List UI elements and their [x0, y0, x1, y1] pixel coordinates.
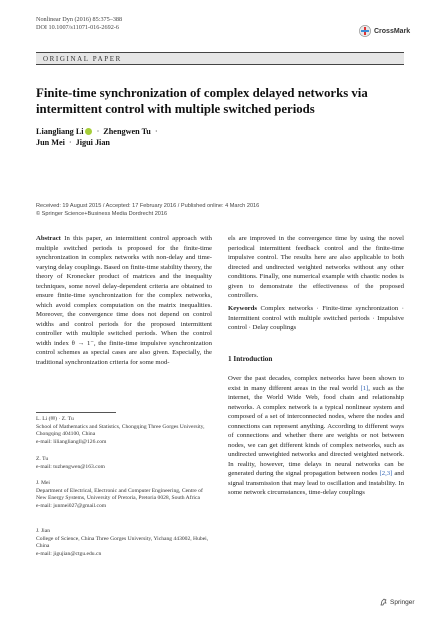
affiliation-names: J. Mei: [36, 480, 50, 486]
affiliation-address: College of Science, China Three Gorges University, Yichang 443002, Hubei, China: [36, 535, 209, 550]
affiliation-3: [36, 480, 212, 510]
abstract-text-left: In this paper, an intermittent control approach with multiple switched periods is proposed for the finite-time synchronization in complex networks with non-delay and time-varying delay couplings. Based on finite-time stability theory, the theory of Kronecker product of matrices and the inequality techniques, some novel delay-dependent criteria are obtained to ensure finite-time synchronization for the complex networks, which avoid complex computation on the matrix inequalities. Moreover, the convergence time does not depend on control widths and control periods for the proposed intermittent controller with multiple switched periods. When the control width index θ → 1⁻, the finite-time impulsive synchronization control schemes as special cases are also given. Especially, the traditional synchronization criteria for some mod-: [36, 235, 213, 366]
affiliation-email[interactable]: e-mail: jigujian@ctgu.edu.cn: [36, 550, 102, 557]
article-type-label: ORIGINAL PAPER: [43, 55, 122, 63]
springer-horse-icon: [380, 598, 388, 606]
affiliation-divider: [36, 412, 116, 413]
affiliation-address: School of Mathematics and Statistics, Chongqing Three Gorges University, Chongqing 404100, China: [36, 423, 205, 438]
keywords: [228, 304, 404, 333]
journal-header: [36, 16, 122, 32]
author-name[interactable]: Liangliang Li: [36, 127, 84, 136]
affiliation-names: J. Jian: [36, 528, 50, 534]
abstract-left-column: [36, 234, 212, 492]
affiliation-email[interactable]: e-mail: liliangliangll@126.com: [36, 438, 107, 445]
author-name[interactable]: Jun Mei: [36, 138, 65, 147]
intro-text-part: , such as the internet, the World Wide Web, food chain and relationship networks. A complex network is a typical nonlinear system and composed of a set of interconnected nodes, where the nodes and connections can represent anything. According to different ways of connections and whether there are weights or not between nodes, we can get different kinds of complex networks, such as undirected unweighted networks and directed weighted network. In reality, however, time delays in neural networks can be generated during the signal propagation between nodes: [228, 384, 404, 477]
keywords-label: Keywords: [228, 305, 257, 312]
affiliation-2: [36, 456, 212, 471]
affiliation-address: Department of Electrical, Electronic and Computer Engineering, Centre of New Energy Systems, University of Pretoria, Pretoria 0028, South Africa: [36, 487, 203, 502]
article-type-ribbon: [36, 52, 404, 65]
journal-citation: Nonlinear Dyn (2016) 85:375–388: [36, 16, 123, 23]
publication-history: [36, 203, 259, 218]
abstract-label: Abstract: [36, 235, 61, 242]
publisher-logo: [380, 598, 415, 606]
intro-text-part: and signal transmission that may lead to oscillation and instability. In some network circumstances, time-delay couplings: [228, 470, 404, 496]
author-name[interactable]: Jigui Jian: [75, 138, 110, 147]
abstract-right-column: els are improved in the convergence time by using the novel periodical intermittent feedback control and the finite-time impulsive control. The results here are also applicable to both directed and undirected weighted networks without any other conditions. Finally, one numerical example with chaotic nodes is given to demonstrate the effectiveness of the proposed controllers.: [228, 235, 404, 299]
citation-link[interactable]: [1]: [360, 384, 369, 392]
received-dates: Received: 19 August 2015 / Accepted: 17 February 2016 / Published online: 4 March 2016: [36, 203, 260, 209]
crossmark-icon: [359, 25, 371, 37]
orcid-icon[interactable]: [85, 128, 92, 135]
author-name[interactable]: Zhengwen Tu: [103, 127, 151, 136]
crossmark-badge[interactable]: [359, 25, 410, 37]
crossmark-label: CrossMark: [374, 27, 411, 35]
affiliation-names: Z. Tu: [36, 456, 49, 462]
keywords-text: Complex networks · Finite-time synchronization · Intermittent control with multiple switched periods · Impulsive control · Delay couplings: [228, 305, 404, 331]
copyright: © Springer Science+Business Media Dordrecht 2016: [36, 210, 168, 217]
affiliation-email[interactable]: e-mail: tuzhengwen@163.com: [36, 463, 105, 470]
section-heading-introduction: 1 Introduction: [228, 355, 273, 363]
publisher-name: Springer: [390, 598, 415, 606]
author-list: Liangliang Li · Zhengwen Tu · Jun Mei · Jigui Jian: [36, 127, 158, 147]
introduction-text: [228, 374, 404, 580]
doi[interactable]: DOI 10.1007/s11071-016-2692-6: [36, 24, 119, 31]
intro-text-part: Over the past decades, complex networks have been shown to exist in many different areas in the real world: [228, 375, 404, 392]
affiliation-4: [36, 528, 212, 558]
citation-link[interactable]: [2,3]: [379, 470, 393, 477]
affiliation-1: [36, 416, 212, 446]
affiliation-names: L. Li (✉) · Z. Tu: [36, 416, 74, 422]
paper-title: Finite-time synchronization of complex delayed networks via intermittent control with multiple switched periods: [36, 86, 368, 116]
affiliation-email[interactable]: e-mail: junmei027@gmail.com: [36, 502, 107, 509]
